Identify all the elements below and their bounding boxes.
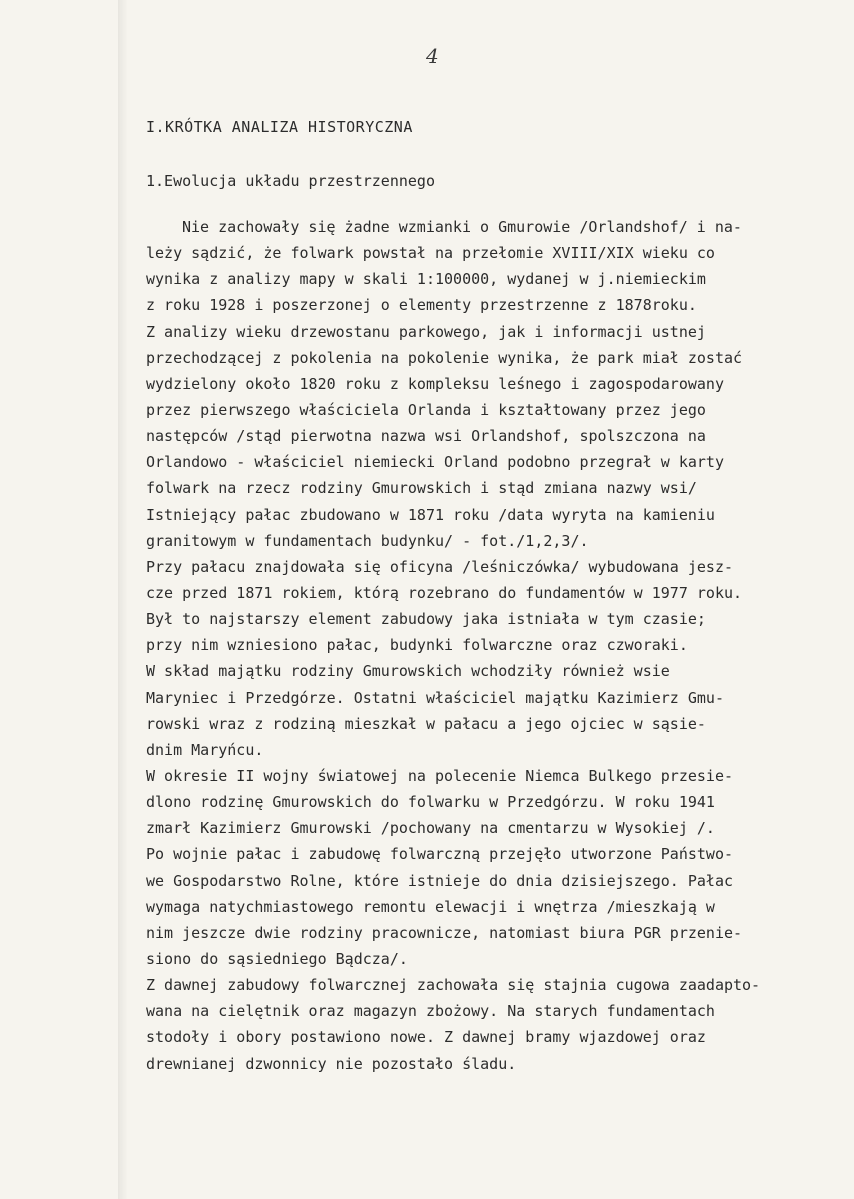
text-line: przechodzącej z pokolenia na pokolenie wynika, że park miał zostać	[146, 348, 743, 367]
text-line: folwark na rzecz rodziny Gmurowskich i stąd zmiana nazwy wsi/	[146, 479, 697, 498]
text-line: dnim Maryńcu.	[146, 740, 264, 759]
text-line: Orlandowo - właściciel niemiecki Orland podobno przegrał w karty	[146, 453, 724, 472]
text-line: nim jeszcze dwie rodziny pracownicze, natomiast biura PGR przenie-	[146, 923, 743, 942]
text-line: Był to najstarszy element zabudowy jaka istniała w tym czasie;	[146, 610, 706, 629]
text-line: stodoły i obory postawiono nowe. Z dawnej bramy wjazdowej oraz	[146, 1028, 706, 1047]
text-line: drewnianej dzwonnicy nie pozostało śladu.	[146, 1054, 517, 1073]
text-line: przy nim wzniesiono pałac, budynki folwarczne oraz czworaki.	[146, 636, 688, 655]
text-line: Przy pałacu znajdowała się oficyna /leśniczówka/ wybudowana jesz-	[146, 557, 733, 576]
section-title: 1.Ewolucja układu przestrzennego	[146, 172, 435, 190]
text-line: W okresie II wojny światowej na polecenie Niemca Bulkego przesie-	[146, 766, 733, 785]
text-line: siono do sąsiedniego Bądcza/.	[146, 949, 408, 968]
text-line: Z analizy wieku drzewostanu parkowego, jak i informacji ustnej	[146, 322, 706, 341]
chapter-title: I.KRÓTKA ANALIZA HISTORYCZNA	[146, 118, 413, 136]
text-line: Istniejący pałac zbudowano w 1871 roku /data wyryta na kamieniu	[146, 505, 715, 524]
text-line: rowski wraz z rodziną mieszkał w pałacu a jego ojciec w sąsie-	[146, 714, 706, 733]
text-line: Z dawnej zabudowy folwarcznej zachowała się stajnia cugowa zaadapto-	[146, 976, 761, 995]
text-line: następców /stąd pierwotna nazwa wsi Orlandshof, spolszczona na	[146, 427, 706, 446]
page-edge-shadow	[118, 0, 128, 1199]
text-line: wynika z analizy mapy w skali 1:100000, wydanej w j.niemieckim	[146, 270, 706, 289]
text-line: Po wojnie pałac i zabudowę folwarczną przejęło utworzone Państwo-	[146, 845, 733, 864]
text-line: leży sądzić, że folwark powstał na przełomie XVIII/XIX wieku co	[146, 244, 715, 263]
text-line: wana na cielętnik oraz magazyn zbożowy. Na starych fundamentach	[146, 1002, 715, 1021]
text-line: W skład majątku rodziny Gmurowskich wchodziły również wsie	[146, 662, 670, 681]
text-line: granitowym w fundamentach budynku/ - fot./1,2,3/.	[146, 531, 589, 550]
text-line: z roku 1928 i poszerzonej o elementy przestrzenne z 1878roku.	[146, 296, 697, 315]
text-line: przez pierwszego właściciela Orlanda i kształtowany przez jego	[146, 400, 706, 419]
text-line: wydzielony około 1820 roku z kompleksu leśnego i zagospodarowany	[146, 374, 724, 393]
text-line: Maryniec i Przedgórze. Ostatni właściciel majątku Kazimierz Gmu-	[146, 688, 724, 707]
body-text	[146, 214, 836, 1077]
text-line: zmarł Kazimierz Gmurowski /pochowany na cmentarzu w Wysokiej /.	[146, 819, 715, 838]
text-line: Nie zachowały się żadne wzmianki o Gmurowie /Orlandshof/ i na-	[182, 218, 742, 236]
page-number: 4	[426, 44, 439, 68]
text-line: cze przed 1871 rokiem, którą rozebrano do fundamentów w 1977 roku.	[146, 583, 743, 602]
text-line: dlono rodzinę Gmurowskich do folwarku w Przedgórzu. W roku 1941	[146, 793, 715, 812]
text-line: wymaga natychmiastowego remontu elewacji i wnętrza /mieszkają w	[146, 897, 715, 916]
text-line: we Gospodarstwo Rolne, które istnieje do dnia dzisiejszego. Pałac	[146, 871, 733, 890]
